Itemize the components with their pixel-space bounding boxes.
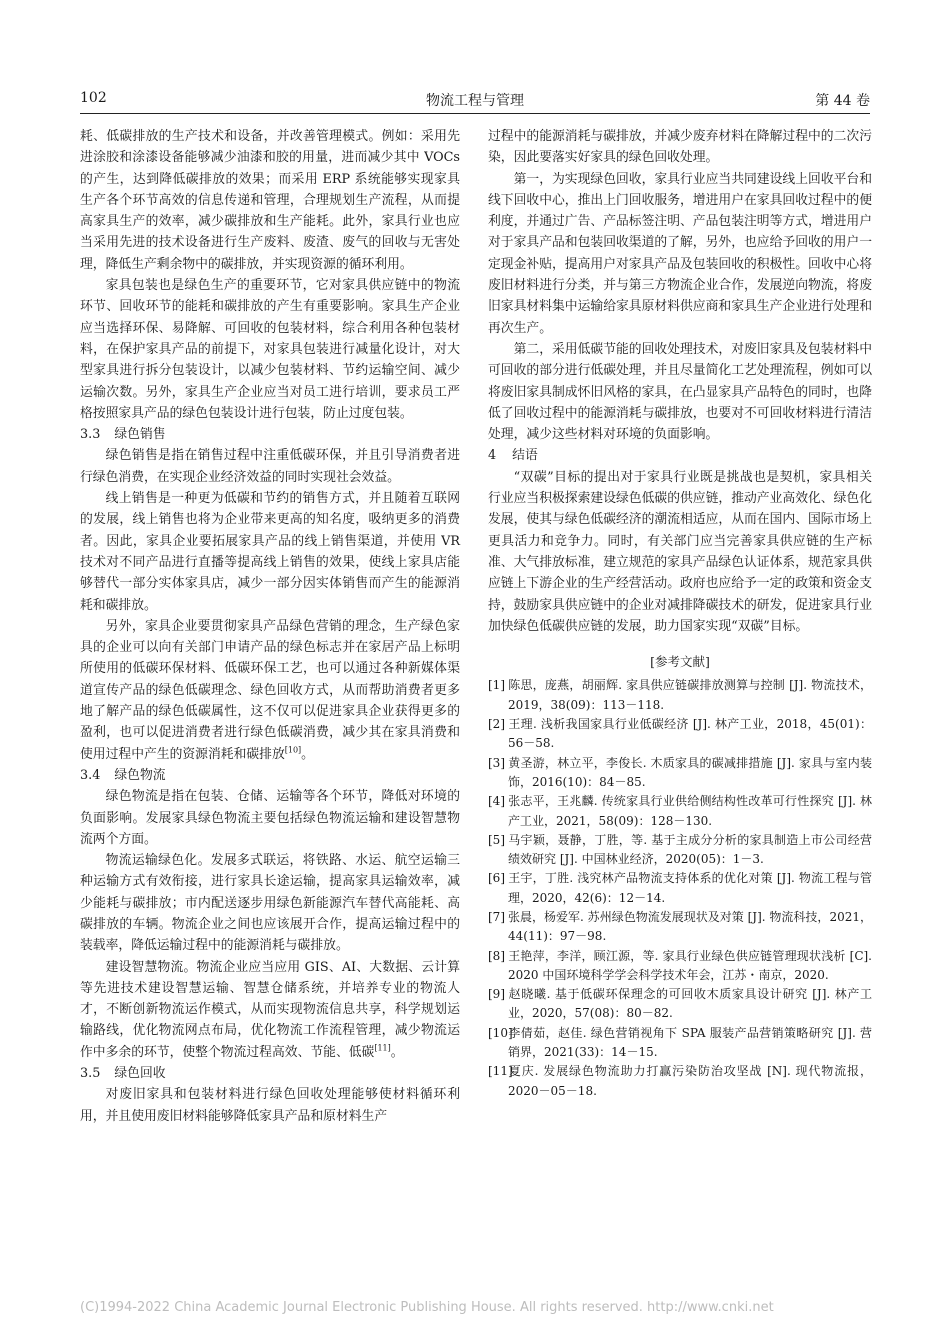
reference-text: 马宇颖，聂静，丁胜，等. 基于主成分分析的家具制造上市公司经营绩效研究 [J]. 中国林业经济，2020(05)：1－3. [508, 832, 872, 867]
reference-number: [3] [488, 755, 505, 770]
reference-text: 陈思，庞燕，胡丽辉. 家具供应链碳排放测算与控制 [J]. 物流技术，2019，38(09)：113－118. [508, 678, 872, 712]
reference-number: [10] [488, 1025, 513, 1040]
paragraph-text: 建设智慧物流。物流企业应当应用 GIS、AI、大数据、云计算等先进技术建设智慧运输、智慧仓储系统，并培养专业的物流人才，不断创新物流运作模式，从而实现物流信息共享，科学规划运输路线，优化物流网点布局，优化物流工作流程管理，减少物流运作中多余的环节，使整个物流过程高效、节能、低碳 [80, 959, 460, 1060]
section-title: 绿色销售 [114, 427, 166, 443]
section-title: 绿色物流 [114, 767, 166, 783]
volume-label: 第 44 卷 [815, 93, 870, 109]
paragraph-end: 。 [390, 1044, 404, 1060]
reference-list [488, 676, 872, 1101]
journal-title: 物流工程与管理 [426, 93, 524, 109]
paragraph: 绿色物流是指在包装、仓储、运输等各个环节，降低对环境的负面影响。发展家具绿色物流主要包括绿色物流运输和建设智慧物流两个方面。 [80, 789, 460, 847]
section-number: 3.5 [80, 1066, 101, 1082]
citation-marker: [10] [284, 745, 302, 755]
header-rule [80, 113, 870, 114]
paragraph: 对废旧家具和包装材料进行绿色回收处理能够使材料循环利用，并且使用废旧材料能够降低家具产品和原材料生产 [80, 1087, 460, 1124]
reference-text: 张晨，杨爱军. 苏州绿色物流发展现状及对策 [J]. 物流科技，2021，44(11)：97－98. [508, 909, 872, 944]
reference-text: 王艳萍，李洋，顾江源，等. 家具行业绿色供应链管理现状浅析 [C]. 2020 中国环境科学学会科学技术年会，江苏・南京，2020. [508, 948, 872, 982]
section-heading-3-4 [80, 765, 460, 786]
copyright-footer: (C)1994-2022 China Academic Journal Electronic Publishing House. All rights reserved. http://www.cnki.net [80, 1300, 774, 1315]
paragraph-end: 。 [301, 746, 314, 762]
paragraph: 线上销售是一种更为低碳和节约的销售方式，并且随着互联网的发展，线上销售也将为企业带来更高的知名度，吸纳更多的消费者。因此，家具企业要拓展家具产品的线上销售渠道，并使用 VR 技术对不同产品进行直播等提高线上销售的效果，使线上家具店能够替代一部分实体家具店，减少一部分因实体销售而产生的能源消耗和碳排放。 [80, 491, 460, 613]
reference-item [488, 947, 872, 986]
reference-number: [2] [488, 717, 505, 732]
reference-number: [4] [488, 794, 505, 809]
reference-number: [8] [488, 948, 505, 963]
reference-item [488, 908, 872, 947]
reference-text: 夏庆. 发展绿色物流助力打赢污染防治攻坚战 [N]. 现代物流报，2020－05－18. [508, 1064, 872, 1098]
reference-item [488, 676, 872, 715]
paragraph [80, 616, 460, 765]
paragraph: 第二，采用低碳节能的回收处理技术，对废旧家具及包装材料中可回收的部分进行低碳处理，并且尽量简化工艺处理流程，例如可以将废旧家具制成怀旧风格的家具，在凸显家具产品特色的同时，也降低了回收过程中的能源消耗与碳排放，也要对不可回收材料进行清洁处理，减少这些材料对环境的负面影响。 [488, 341, 872, 443]
section-title: 绿色回收 [114, 1066, 166, 1082]
reference-text: 张志平，王兆麟. 传统家具行业供给侧结构性改革可行性探究 [J]. 林产工业，2021，58(09)：128－130. [508, 794, 872, 828]
reference-text: 赵晓曦. 基于低碳环保理念的可回收木质家具设计研究 [J]. 林产工业，2020，57(08)：80－82. [508, 987, 872, 1021]
left-column [80, 126, 460, 1127]
citation-marker: [11] [374, 1043, 391, 1053]
reference-number: [7] [488, 909, 505, 924]
paragraph: “双碳”目标的提出对于家具行业既是挑战也是契机，家具相关行业应当积极探索建设绿色低碳的供应链，推动产业高效化、绿色化发展，使其与绿色低碳经济的潮流相适应，从而在国内、国际市场上更具活力和竞争力。同时，有关部门应当完善家具供应链的生产标准、大气排放标准，建立规范的家具产品绿色认证体系，规范家具供应链上下游企业的生产经营活动。政府也应给予一定的政策和资金支持，鼓励家具供应链中的企业对减排降碳技术的研发，促进家具行业加快绿色低碳供应链的发展，助力国家实现“双碳”目标。 [488, 469, 872, 634]
reference-text: 黄圣游，林立平，李俊长. 木质家具的碳减排措施 [J]. 家具与室内装饰，2016(10)：84－85. [508, 755, 872, 789]
section-heading-3-3 [80, 424, 460, 445]
reference-text: 李倩茹，赵佳. 绿色营销视角下 SPA 服装产品营销策略研究 [J]. 营销界，2021(33)：14－15. [508, 1025, 872, 1060]
reference-item [488, 754, 872, 793]
reference-item [488, 1024, 872, 1063]
reference-item [488, 831, 872, 870]
paragraph: 绿色销售是指在销售过程中注重低碳环保，并且引导消费者进行绿色消费，在实现企业经济效益的同时实现社会效益。 [80, 448, 460, 485]
reference-number: [6] [488, 871, 505, 886]
reference-number: [11] [488, 1064, 513, 1079]
page-number: 102 [80, 90, 107, 106]
paragraph [80, 957, 460, 1063]
section-heading-3-5 [80, 1063, 460, 1084]
paragraph: 耗、低碳排放的生产技术和设备，并改善管理模式。例如：采用先进涂胶和涂漆设备能够减少油漆和胶的用量，进而减少其中 VOCs 的产生，达到降低碳排放的效果；而采用 ERP 系统能够实现家具生产各个环节高效的信息传递和管理，合理规划生产流程，从而提高家具生产的效率，减少碳排放和生产能耗。此外，家具行业也应当采用先进的技术设备进行生产废料、废渣、废气的回收与无害处理，降低生产剩余物中的碳排放，并实现资源的循环利用。 [80, 129, 460, 272]
reference-text: 王理. 浅析我国家具行业低碳经济 [J]. 林产工业，2018，45(01)：56－58. [508, 717, 872, 751]
reference-item [488, 792, 872, 831]
references-title: [参考文献] [650, 654, 710, 670]
reference-item [488, 715, 872, 754]
section-title: 结语 [512, 448, 538, 464]
reference-item [488, 985, 872, 1024]
paragraph: 过程中的能源消耗与碳排放，并减少废弃材料在降解过程中的二次污染，因此要落实好家具的绿色回收处理。 [488, 129, 872, 166]
section-number: 4 [488, 448, 497, 464]
reference-number: [1] [488, 678, 505, 693]
reference-number: [9] [488, 987, 505, 1002]
section-heading-4 [488, 445, 872, 466]
section-number: 3.4 [80, 767, 101, 783]
right-column [488, 126, 872, 1101]
reference-item [488, 1062, 872, 1101]
section-number: 3.3 [80, 427, 101, 443]
paragraph-text: 另外，家具企业要贯彻家具产品绿色营销的理念，生产绿色家具的企业可以向有关部门申请产品的绿色标志并在家居产品上标明所使用的低碳环保材料、低碳环保工艺，也可以通过各种新媒体渠道宣传产品的绿色低碳理念、绿色回收方式，从而帮助消费者更多地了解产品的绿色低碳属性，这不仅可以促进家具企业获得更多的盈利，也可以促进消费者进行绿色低碳消费，减少其在家具消费和使用过程中产生的资源消耗和碳排放 [80, 618, 460, 762]
reference-number: [5] [488, 832, 505, 847]
reference-item [488, 869, 872, 908]
paragraph: 第一，为实现绿色回收，家具行业应当共同建设线上回收平台和线下回收中心，推出上门回收服务，增进用户在家具回收过程中的便利度，并通过广告、产品标签注明、产品包装注明等方式，增进用户对于家具产品和包装回收渠道的了解，另外，也应给予回收的用户一定现金补贴，提高用户对家具产品及包装回收的积极性。回收中心将废旧材料进行分类，并与第三方物流企业合作，发展逆向物流，将废旧家具材料集中运输给家具原材料供应商和家具生产企业进行处理和再次生产。 [488, 171, 872, 336]
paragraph: 物流运输绿色化。发展多式联运，将铁路、水运、航空运输三种运输方式有效衔接，进行家具长途运输，提高家具运输效率，减少能耗与碳排放；市内配送逐步用绿色新能源汽车替代高能耗、高碳排放的车辆。物流企业之间也应该展开合作，提高运输过程中的装载率，降低运输过程中的能源消耗与碳排放。 [80, 853, 460, 954]
page-header [80, 90, 870, 112]
reference-text: 王宇，丁胜. 浅究林产品物流支持体系的优化对策 [J]. 物流工程与管理，2020，42(6)：12－14. [508, 871, 872, 905]
paragraph: 家具包装也是绿色生产的重要环节，它对家具供应链中的物流环节、回收环节的能耗和碳排放的产生有重要影响。家具生产企业应当选择环保、易降解、可回收的包装材料，综合利用各种包装材料，在保护家具产品的前提下，对家具包装进行减量化设计，对大型家具进行拆分包装设计，以减少包装材料、节约运输空间、减少运输次数。另外，家具生产企业应当对员工进行培训，要求员工严格按照家具产品的绿色包装设计进行包装，防止过度包装。 [80, 278, 460, 421]
